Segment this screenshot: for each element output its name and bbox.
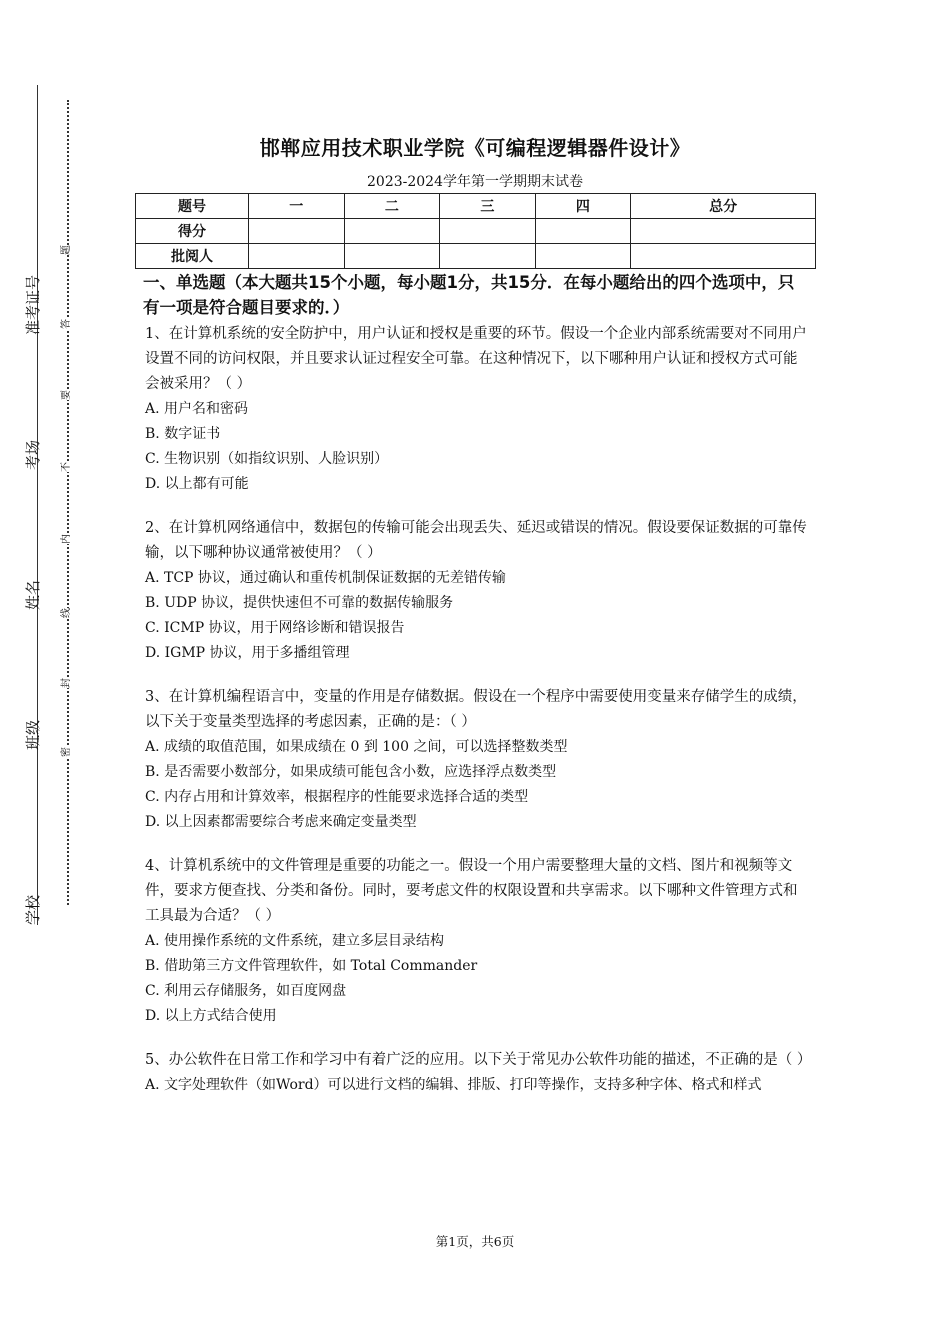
binding-warning-char: 答 [61, 319, 72, 329]
question-option: B. 借助第三方文件管理软件，如 Total Commander [145, 958, 478, 974]
score-table-column-header: 题号 [136, 194, 249, 219]
score-cell[interactable] [631, 219, 816, 244]
binding-label-class: 班级 [24, 719, 42, 750]
score-table-column-header: 二 [344, 194, 440, 219]
exam-content [145, 270, 810, 1117]
score-table-column-header: 一 [249, 194, 345, 219]
binding-warning-char: 线 [61, 608, 72, 618]
question-3 [145, 685, 810, 835]
question-option: B. 是否需要小数部分，如果成绩可能包含小数，应选择浮点数类型 [145, 764, 557, 780]
binding-solid-line [37, 85, 38, 925]
question-option: D. 以上都有可能 [145, 476, 249, 492]
binding-warning-char: 要 [61, 390, 72, 400]
score-cell[interactable] [535, 219, 631, 244]
question-2 [145, 516, 810, 666]
score-table-row-header: 得分 [136, 219, 249, 244]
binding-dotted-line [67, 100, 69, 905]
question-4 [145, 854, 810, 1029]
binding-warning-char: 题 [61, 245, 72, 255]
binding-label-admission-number: 准考证号 [24, 274, 42, 335]
question-option: D. 以上方式结合使用 [145, 1008, 277, 1024]
question-option: A. TCP 协议，通过确认和重传机制保证数据的无差错传输 [145, 570, 506, 586]
score-table-row [136, 244, 816, 269]
binding-warning-char: 内 [61, 534, 72, 544]
binding-warning-char: 封 [61, 678, 72, 688]
score-cell[interactable] [249, 219, 345, 244]
question-option: C. ICMP 协议，用于网络诊断和错误报告 [145, 620, 405, 636]
question-stem: 1、在计算机系统的安全防护中，用户认证和授权是重要的环节。假设一个企业内部系统需要对不同用户设置不同的访问权限，并且要求认证过程安全可靠。在这种情况下，以下哪种用户认证和授权方式可能会被采用？（ ） [145, 326, 807, 392]
binding-label-exam-room: 考场 [24, 439, 42, 470]
question-option: A. 用户名和密码 [145, 401, 249, 417]
score-table-header-row [136, 194, 816, 219]
question-option: C. 生物识别（如指纹识别、人脸识别） [145, 451, 389, 467]
question-option: C. 内存占用和计算效率，根据程序的性能要求选择合适的类型 [145, 789, 529, 805]
question-option: A. 文字处理软件（如Word）可以进行文档的编辑、排版、打印等操作，支持多种字体、格式和样式 [145, 1077, 762, 1093]
question-option: C. 利用云存储服务，如百度网盘 [145, 983, 347, 999]
question-option: D. 以上因素都需要综合考虑来确定变量类型 [145, 814, 417, 830]
score-table-column-header: 三 [440, 194, 536, 219]
binding-warning-char: 密 [61, 747, 72, 757]
reviewer-cell[interactable] [535, 244, 631, 269]
question-stem: 5、办公软件在日常工作和学习中有着广泛的应用。以下关于常见办公软件功能的描述，不正确的是（ ） [145, 1052, 812, 1068]
question-stem: 3、在计算机编程语言中，变量的作用是存储数据。假设在一个程序中需要使用变量来存储学生的成绩，以下关于变量类型选择的考虑因素，正确的是：（ ） [145, 689, 807, 730]
score-table-row-header: 批阅人 [136, 244, 249, 269]
exam-title: 邯郸应用技术职业学院《可编程逻辑器件设计》 [259, 136, 691, 160]
question-option: D. IGMP 协议，用于多播组管理 [145, 645, 350, 661]
question-option: B. UDP 协议，提供快速但不可靠的数据传输服务 [145, 595, 454, 611]
score-table-column-header: 总分 [631, 194, 816, 219]
binding-label-school: 学校 [24, 894, 42, 925]
reviewer-cell[interactable] [631, 244, 816, 269]
score-table [135, 193, 816, 269]
exam-subtitle: 2023-2024学年第一学期期末试卷 [367, 174, 583, 190]
section-title: 一、单选题（本大题共15个小题，每小题1分，共15分．在每小题给出的四个选项中，只有一项是符合题目要求的．） [143, 273, 795, 317]
question-option: A. 使用操作系统的文件系统，建立多层目录结构 [145, 933, 445, 949]
reviewer-cell[interactable] [440, 244, 536, 269]
question-option: A. 成绩的取值范围，如果成绩在 0 到 100 之间，可以选择整数类型 [145, 739, 568, 755]
score-table-row [136, 219, 816, 244]
score-cell[interactable] [440, 219, 536, 244]
score-cell[interactable] [344, 219, 440, 244]
binding-warning-char: 不 [61, 462, 72, 472]
question-stem: 2、在计算机网络通信中，数据包的传输可能会出现丢失、延迟或错误的情况。假设要保证数据的可靠传输，以下哪种协议通常被使用？（ ） [145, 520, 807, 561]
question-stem: 4、计算机系统中的文件管理是重要的功能之一。假设一个用户需要整理大量的文档、图片和视频等文件，要求方便查找、分类和备份。同时，要考虑文件的权限设置和共享需求。以下哪种文件管理方式和工具最为合适？（ ） [145, 858, 798, 924]
question-option: B. 数字证书 [145, 426, 221, 442]
score-table-column-header: 四 [535, 194, 631, 219]
question-5 [145, 1048, 810, 1098]
binding-label-name: 姓名 [24, 579, 42, 610]
question-1 [145, 322, 810, 497]
reviewer-cell[interactable] [249, 244, 345, 269]
page-number: 第1页，共6页 [435, 1234, 515, 1249]
reviewer-cell[interactable] [344, 244, 440, 269]
